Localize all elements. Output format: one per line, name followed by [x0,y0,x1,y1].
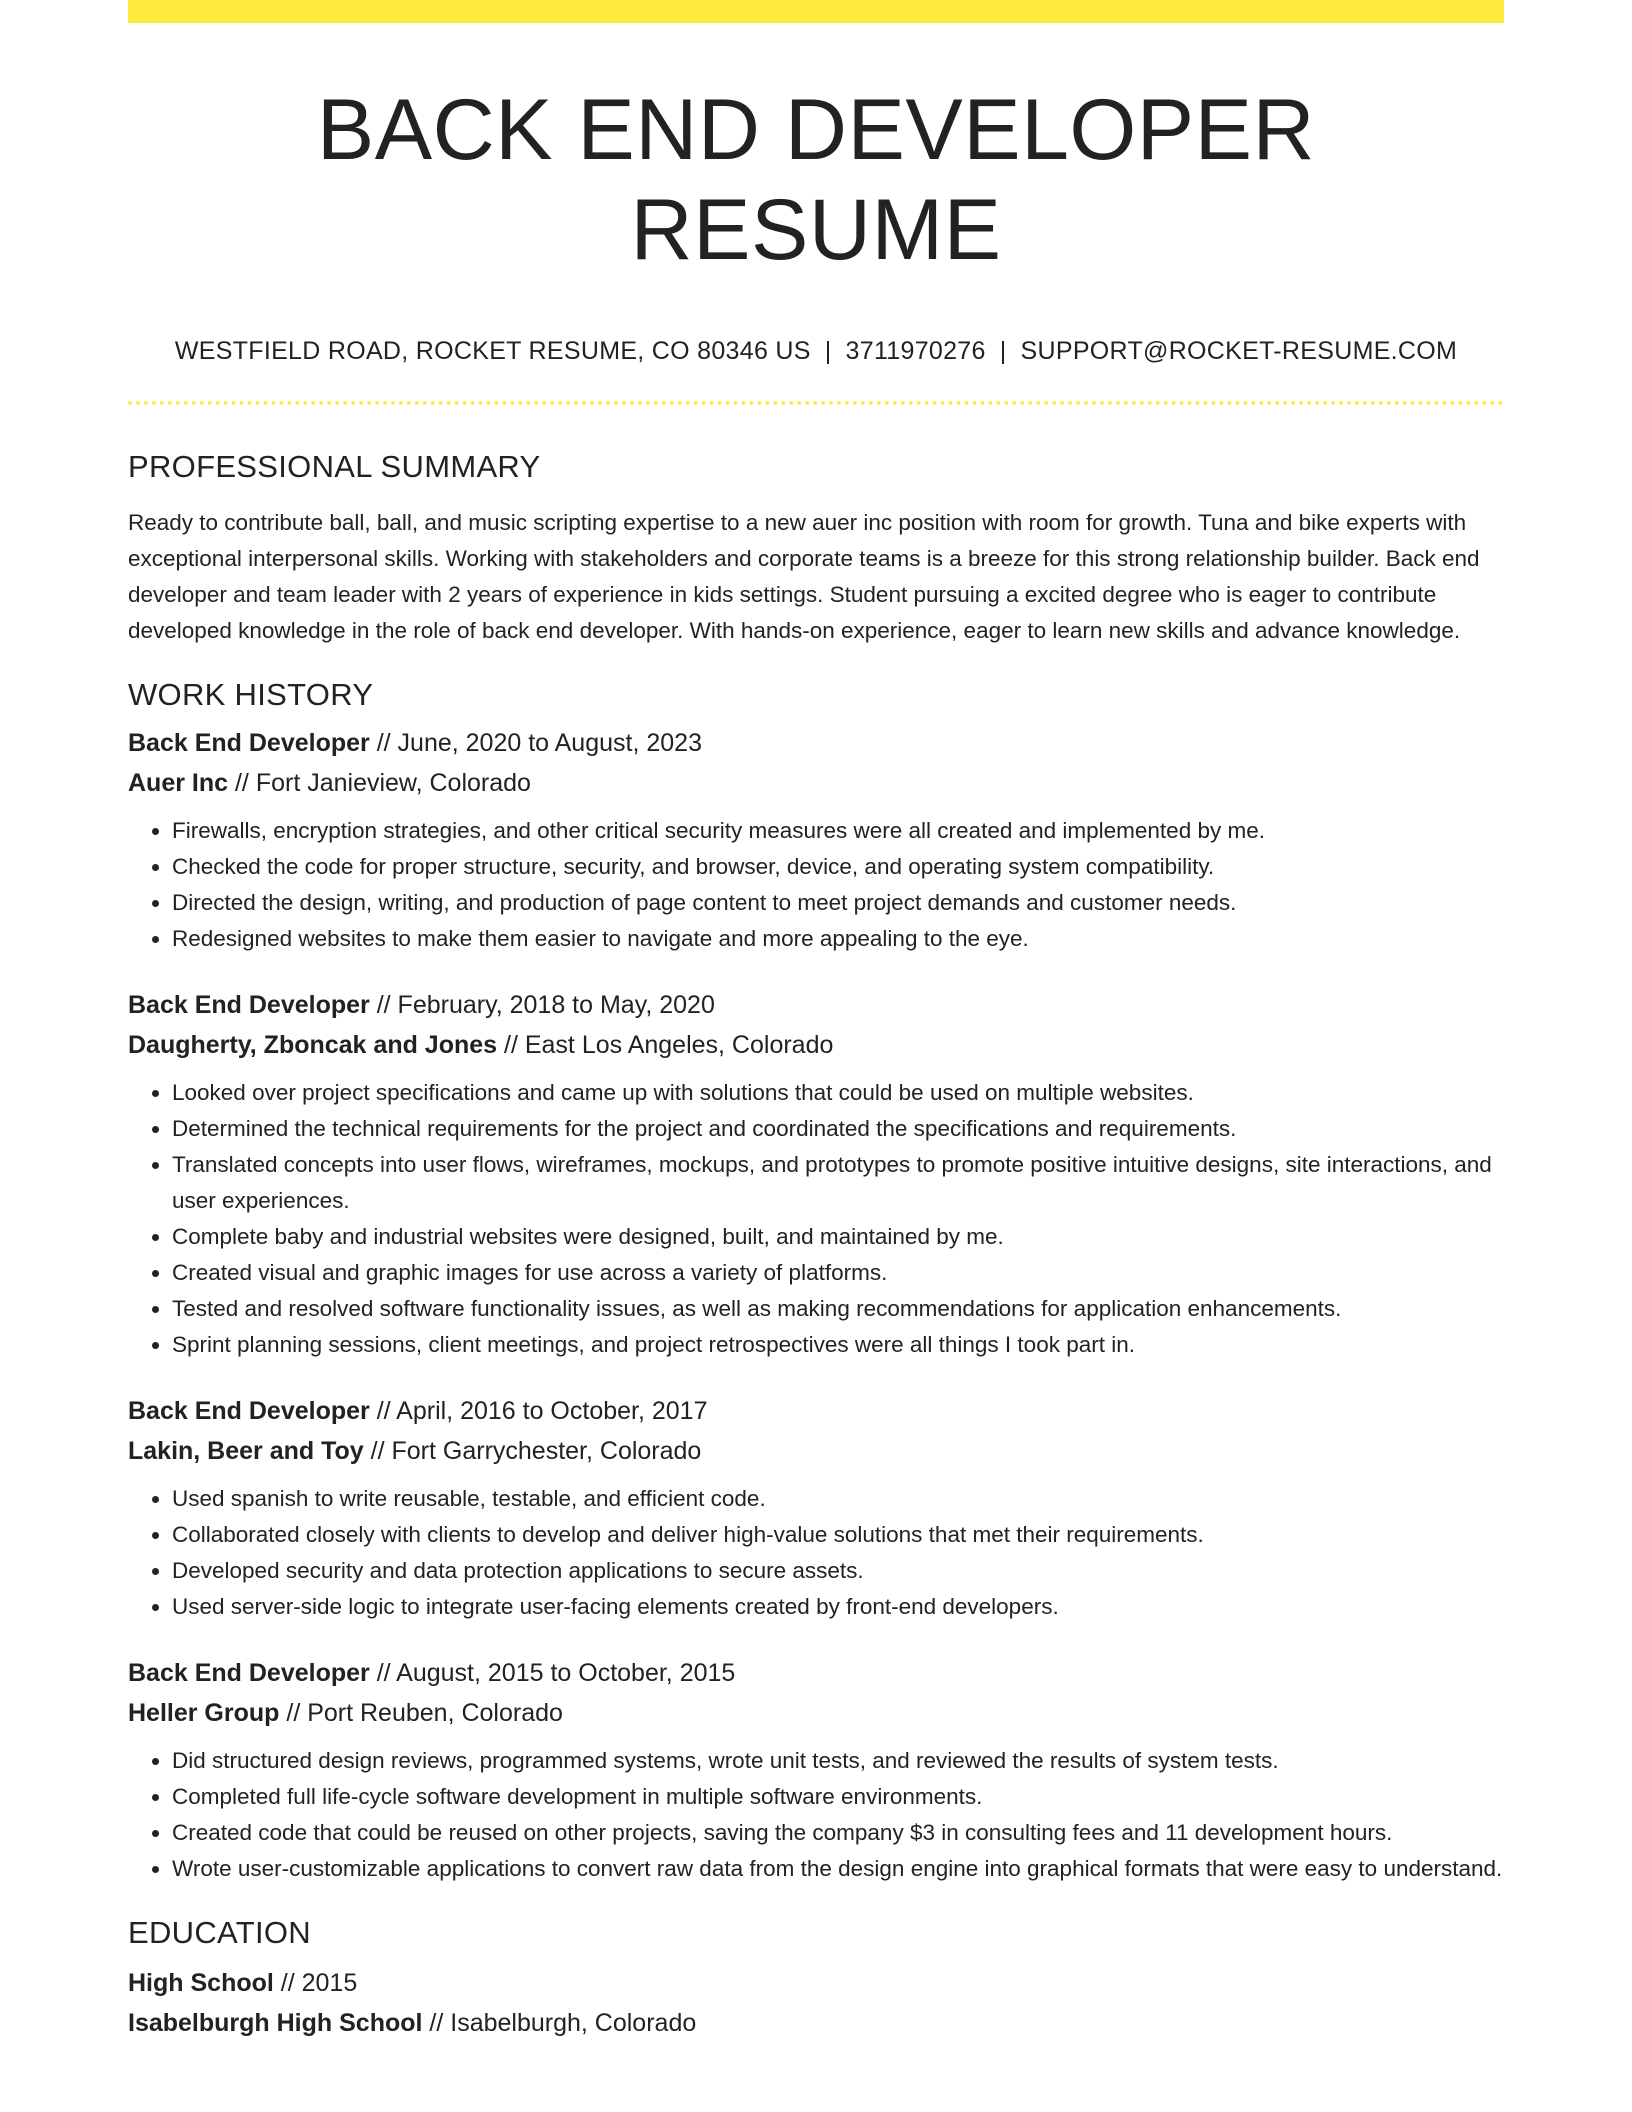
education-school: Isabelburgh High School [128,2009,423,2037]
job-bullet: • Firewalls, encryption strategies, and other critical security measures were all created and implemented by me. [172,813,1504,849]
job-title-line [128,723,1504,763]
job-bullet: • Checked the code for proper structure, security, and browser, device, and operating system compatibility. [172,849,1504,885]
education-school-line [128,2003,1504,2043]
job-bullet: • Used spanish to write reusable, testable, and efficient code. [172,1481,1504,1517]
contact-line [128,336,1504,366]
job-bullet: • Used server-side logic to integrate user-facing elements created by front-end developers. [172,1589,1504,1625]
job-entry [128,1653,1504,1887]
job-bullet: • Collaborated closely with clients to develop and deliver high-value solutions that met their requirements. [172,1517,1504,1553]
resume-content [128,0,1504,2043]
dotted-divider [128,401,1504,405]
job-bullet: • Wrote user-customizable applications to convert raw data from the design engine into graphical formats that were easy to understand. [172,1851,1504,1887]
job-location: // Fort Janieview, Colorado [228,769,531,797]
education-year: // 2015 [273,1969,358,1997]
job-bullet: • Did structured design reviews, programmed systems, wrote unit tests, and reviewed the results of system tests. [172,1743,1504,1779]
job-bullet: • Completed full life-cycle software development in multiple software environments. [172,1779,1504,1815]
job-bullet: • Tested and resolved software functionality issues, as well as making recommendations for application enhancements. [172,1291,1504,1327]
job-bullet: • Determined the technical requirements for the project and coordinated the specifications and requirements. [172,1111,1504,1147]
education-entry [128,1963,1504,2043]
contact-email: SUPPORT@ROCKET-RESUME.COM [1020,337,1458,365]
contact-address: WESTFIELD ROAD, ROCKET RESUME, CO 80346 US [174,337,811,365]
job-title-line [128,1653,1504,1693]
job-title: Back End Developer [128,1397,370,1425]
contact-separator: | [999,337,1007,365]
job-bullet: • Looked over project specifications and came up with solutions that could be used on multiple websites. [172,1075,1504,1111]
job-entry [128,723,1504,957]
job-company: Daugherty, Zboncak and Jones [128,1031,498,1059]
job-dates: // February, 2018 to May, 2020 [369,991,715,1019]
job-bullet: • Sprint planning sessions, client meetings, and project retrospectives were all things I took part in. [172,1327,1504,1363]
job-title: Back End Developer [128,729,370,757]
job-company-line [128,1431,1504,1471]
education-location: // Isabelburgh, Colorado [422,2009,697,2037]
job-title: Back End Developer [128,1659,370,1687]
job-dates: // June, 2020 to August, 2023 [369,729,702,757]
job-bullet: • Complete baby and industrial websites were designed, built, and maintained by me. [172,1219,1504,1255]
work-history-heading: WORK HISTORY [128,677,374,712]
education-heading: EDUCATION [128,1915,311,1950]
resume-title: BACK END DEVELOPER RESUME [316,82,1316,278]
job-title: Back End Developer [128,991,370,1019]
job-bullet: • Translated concepts into user flows, wireframes, mockups, and prototypes to promote positive intuitive designs, site interactions, and user experiences. [172,1147,1504,1219]
job-dates: // April, 2016 to October, 2017 [369,1397,708,1425]
education-degree-line [128,1963,1504,2003]
job-bullets [128,1075,1504,1363]
job-location: // Port Reuben, Colorado [279,1699,563,1727]
job-company: Lakin, Beer and Toy [128,1437,364,1465]
job-company: Auer Inc [128,769,229,797]
job-bullet: • Created visual and graphic images for use across a variety of platforms. [172,1255,1504,1291]
job-bullets [128,1743,1504,1887]
job-bullet: • Redesigned websites to make them easier to navigate and more appealing to the eye. [172,921,1504,957]
summary-heading: PROFESSIONAL SUMMARY [128,449,541,484]
job-company-line [128,763,1504,803]
contact-separator: | [824,337,832,365]
job-company-line [128,1025,1504,1065]
education-degree: High School [128,1969,274,1997]
job-title-line [128,985,1504,1025]
job-entry [128,1391,1504,1625]
job-company: Heller Group [128,1699,280,1727]
job-bullet: • Created code that could be reused on other projects, saving the company $3 in consulting fees and 11 development hours. [172,1815,1504,1851]
job-bullet: • Directed the design, writing, and production of page content to meet project demands and customer needs. [172,885,1504,921]
contact-phone: 3711970276 [845,337,986,365]
summary-text: Ready to contribute ball, ball, and music scripting expertise to a new auer inc position with room for growth. Tuna and bike experts with exceptional interpersonal skills. Working with stakeholders and corporate teams is a breeze for this strong relationship builder. Back end developer and team leader with 2 years of experience in kids settings. Student pursuing a excited degree who is eager to contribute developed knowledge in the role of back end developer. With hands-on experience, eager to learn new skills and advance knowledge. [128,510,1480,643]
job-location: // Fort Garrychester, Colorado [363,1437,702,1465]
job-entry [128,985,1504,1363]
job-title-line [128,1391,1504,1431]
job-bullet: • Developed security and data protection applications to secure assets. [172,1553,1504,1589]
job-location: // East Los Angeles, Colorado [497,1031,834,1059]
job-bullets [128,813,1504,957]
job-company-line [128,1693,1504,1733]
job-dates: // August, 2015 to October, 2015 [369,1659,736,1687]
job-bullets [128,1481,1504,1625]
